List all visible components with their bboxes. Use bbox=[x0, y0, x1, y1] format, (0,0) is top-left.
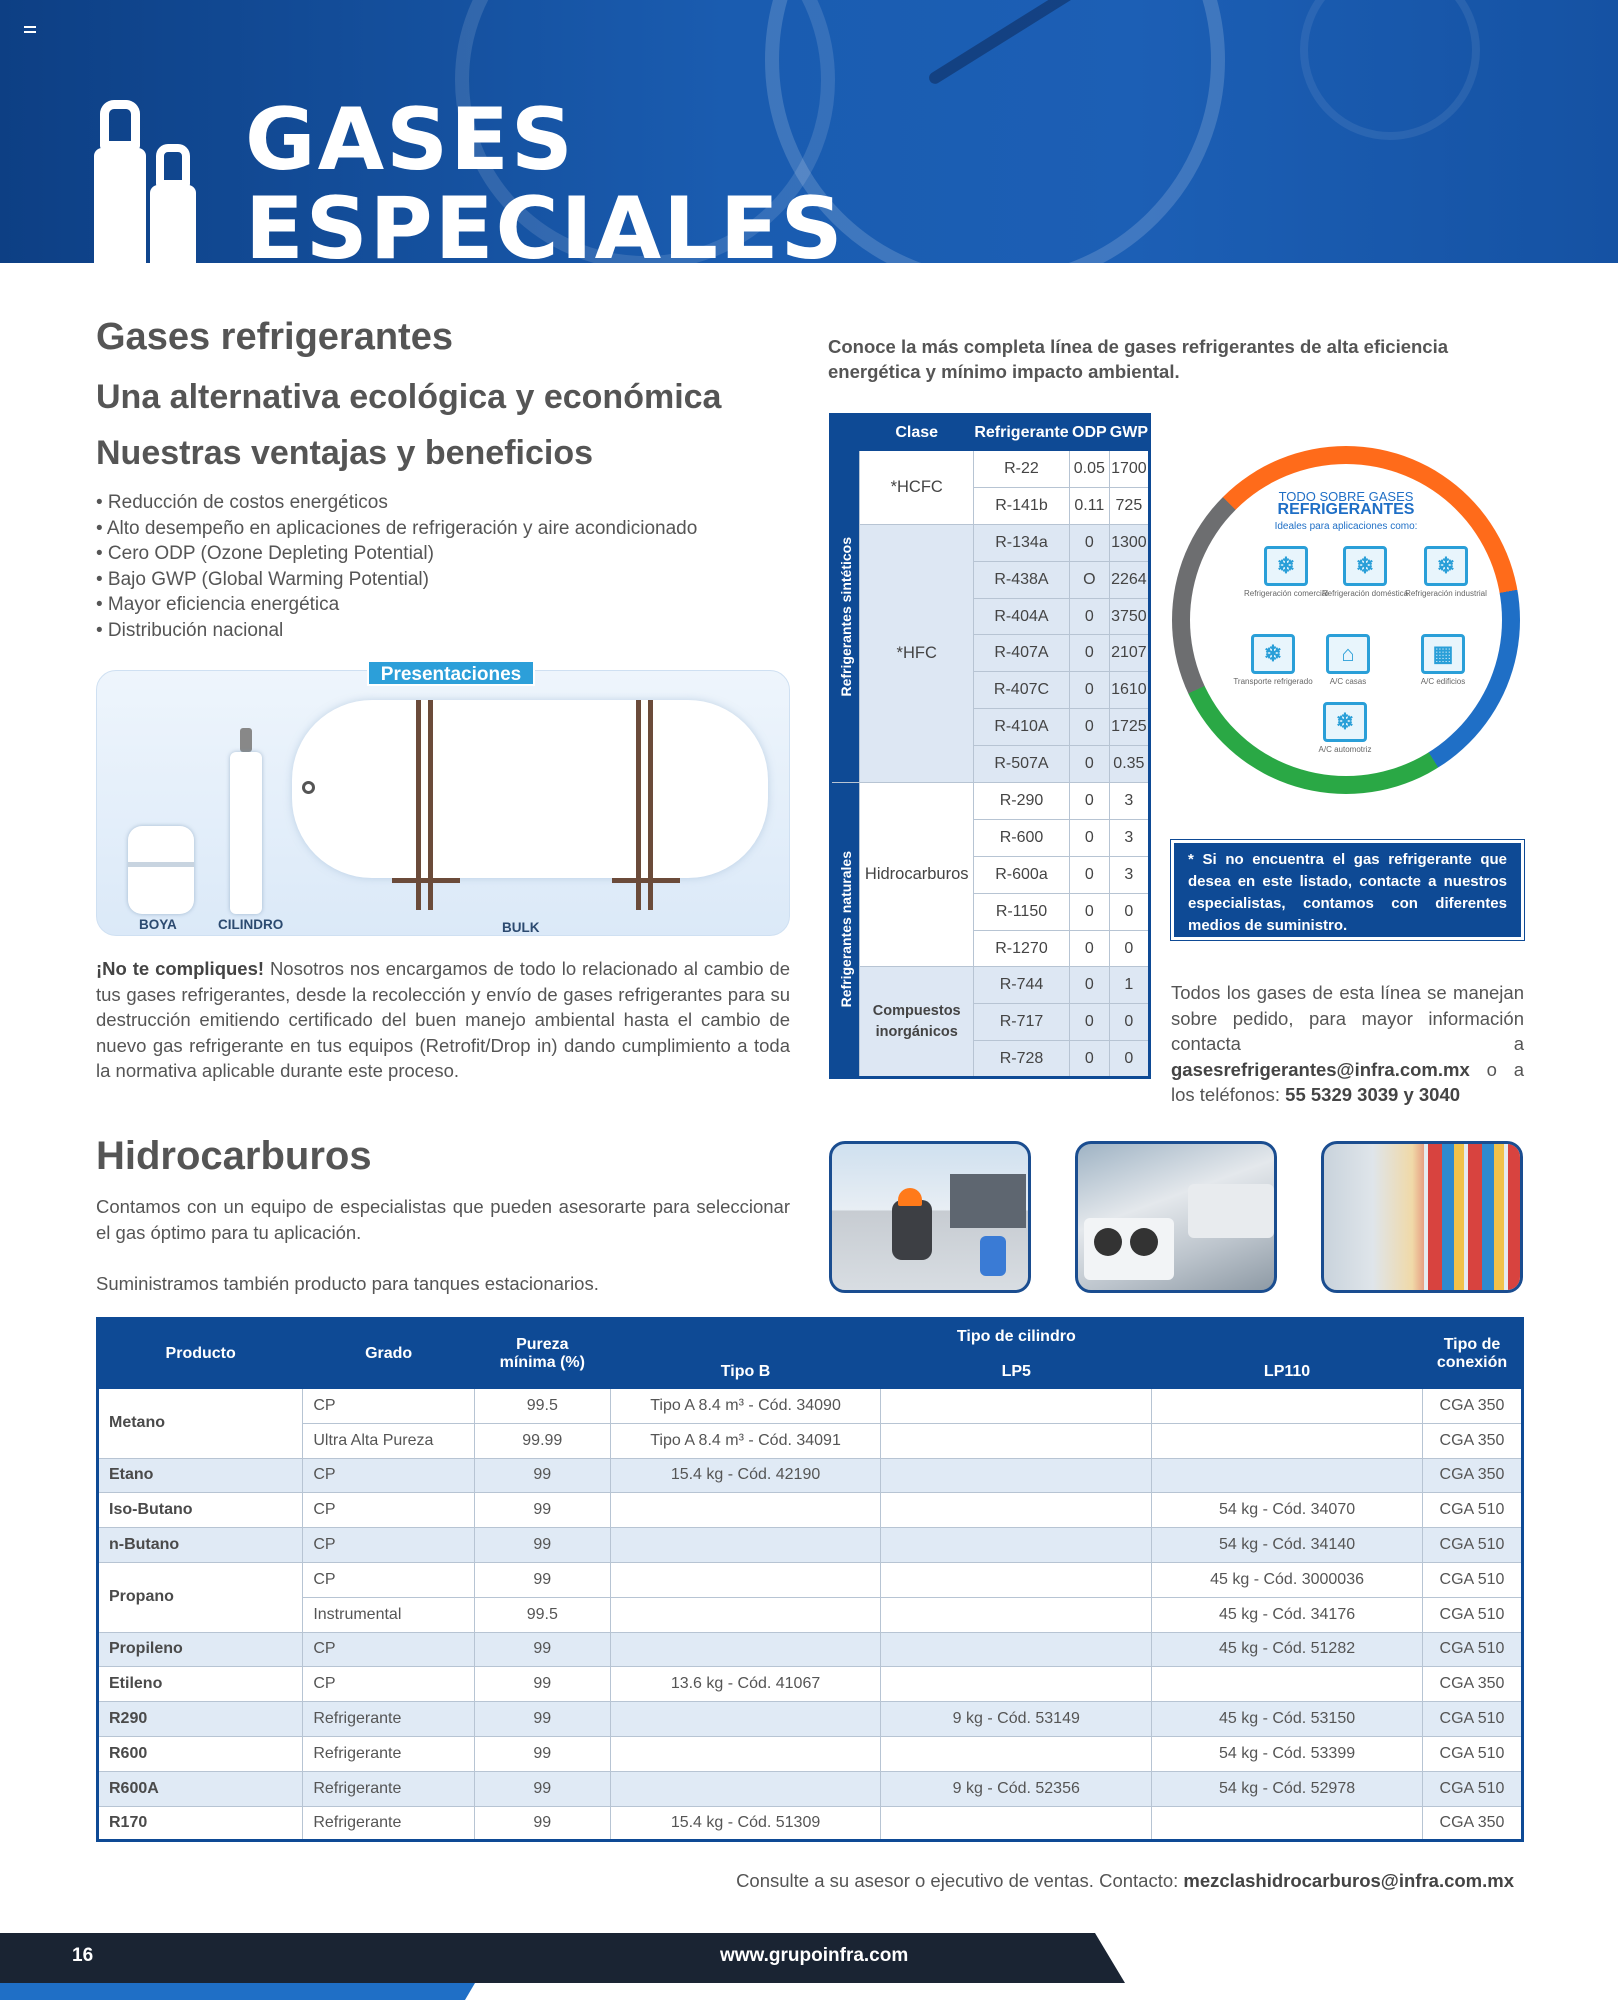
ref-odp-cell: 0 bbox=[1069, 930, 1109, 967]
table-row bbox=[98, 1528, 1523, 1563]
pureza-cell: 99.5 bbox=[474, 1597, 610, 1632]
ref-odp-cell: O bbox=[1069, 561, 1109, 598]
tipo-b-cell bbox=[610, 1597, 881, 1632]
ref-ref-cell: R-141b bbox=[974, 487, 1070, 524]
ac-unit-shape bbox=[950, 1174, 1026, 1228]
conexion-cell: CGA 350 bbox=[1422, 1458, 1522, 1493]
lp5-cell bbox=[881, 1632, 1152, 1667]
table-row bbox=[98, 1702, 1523, 1737]
ref-gwp-cell: 0 bbox=[1109, 893, 1149, 930]
table-row bbox=[98, 1806, 1523, 1841]
fridge-shelves-shape bbox=[1424, 1144, 1523, 1293]
contact-text: Todos los gases de esta línea se manejan sobre pedido, para mayor información contacta a bbox=[1171, 982, 1524, 1055]
ref-odp-cell: 0 bbox=[1069, 783, 1109, 820]
tipo-b-cell bbox=[610, 1736, 881, 1771]
boya-band bbox=[128, 862, 194, 867]
lp110-cell: 54 kg - Cód. 53399 bbox=[1152, 1736, 1423, 1771]
contact-text: o a los teléfonos: bbox=[1171, 1058, 1524, 1106]
truck-icon: ❄ bbox=[1251, 634, 1295, 674]
ref-odp-cell: 0 bbox=[1069, 893, 1109, 930]
lp5-cell bbox=[881, 1458, 1152, 1493]
col-header-refrigerante: Refrigerante bbox=[974, 415, 1070, 451]
ring-title-line2: REFRIGERANTES bbox=[1277, 501, 1415, 518]
table-row bbox=[98, 1562, 1523, 1597]
app-ac-casas bbox=[1303, 634, 1393, 686]
tipo-b-cell bbox=[610, 1702, 881, 1737]
pureza-cell: 99.99 bbox=[474, 1423, 610, 1458]
fan-shape bbox=[1094, 1228, 1122, 1256]
grado-cell: CP bbox=[303, 1562, 475, 1597]
grado-cell: CP bbox=[303, 1632, 475, 1667]
footer-accent bbox=[0, 1983, 1618, 2000]
ref-gwp-cell: 0 bbox=[1109, 1041, 1149, 1078]
product-cell: Iso-Butano bbox=[98, 1493, 303, 1528]
app-label: A/C automotriz bbox=[1318, 745, 1372, 754]
website-link[interactable]: www.grupoinfra.com bbox=[720, 1945, 909, 1966]
menu-icon[interactable] bbox=[24, 26, 36, 33]
benefit-item: • Cero ODP (Ozone Depleting Potential) bbox=[96, 543, 434, 565]
ref-ref-cell: R-728 bbox=[974, 1041, 1070, 1078]
refrigerant-table bbox=[829, 413, 1151, 1079]
product-cell: Etano bbox=[98, 1458, 303, 1493]
ref-class-cell: *HFC bbox=[860, 524, 974, 782]
table-row bbox=[98, 1493, 1523, 1528]
ref-odp-cell: 0 bbox=[1069, 856, 1109, 893]
ref-table-row bbox=[831, 524, 1150, 561]
ring-title-line3: Ideales para aplicaciones como: bbox=[1274, 521, 1418, 532]
col-header-tipo-b: Tipo B bbox=[610, 1355, 881, 1389]
boya-caption: BOYA bbox=[139, 917, 177, 932]
lp110-cell: 54 kg - Cód. 34070 bbox=[1152, 1493, 1423, 1528]
lp110-cell bbox=[1152, 1423, 1423, 1458]
cilindro-caption: CILINDRO bbox=[218, 917, 284, 932]
ref-ref-cell: R-744 bbox=[974, 967, 1070, 1004]
grado-cell: Refrigerante bbox=[303, 1702, 475, 1737]
fridge-commercial-icon: ❄ bbox=[1264, 546, 1308, 586]
lp5-cell bbox=[881, 1736, 1152, 1771]
tipo-b-cell: Tipo A 8.4 m³ - Cód. 34091 bbox=[610, 1423, 881, 1458]
app-label: A/C casas bbox=[1329, 677, 1367, 686]
app-ac-edificios bbox=[1398, 634, 1488, 686]
app-refrigeracion-comercial bbox=[1241, 546, 1331, 598]
ref-class-cell: Hidrocarburos bbox=[860, 783, 974, 967]
app-label: Transporte refrigerado bbox=[1233, 677, 1313, 686]
app-ac-automotriz bbox=[1300, 702, 1390, 754]
product-cell: R600A bbox=[98, 1771, 303, 1806]
pureza-cell: 99 bbox=[474, 1667, 610, 1702]
ref-class-cell: *HCFC bbox=[860, 451, 974, 525]
pressure-gauge-graphic bbox=[1300, 0, 1480, 140]
benefit-item: • Bajo GWP (Global Warming Potential) bbox=[96, 568, 429, 590]
ref-gwp-cell: 1610 bbox=[1109, 672, 1149, 709]
app-label: Refrigeración doméstica bbox=[1321, 589, 1409, 598]
side-label-text: Refrigerantes sintéticos bbox=[837, 536, 854, 697]
table-row bbox=[98, 1736, 1523, 1771]
grado-cell: CP bbox=[303, 1667, 475, 1702]
lp110-cell bbox=[1152, 1806, 1423, 1841]
hidrocarburos-paragraph: Suministramos también producto para tanques estacionarios. bbox=[96, 1273, 599, 1294]
conexion-cell: CGA 510 bbox=[1422, 1736, 1522, 1771]
ref-ref-cell: R-1150 bbox=[974, 893, 1070, 930]
page-title-line2: ESPECIALES bbox=[245, 179, 845, 263]
conexion-cell: CGA 510 bbox=[1422, 1528, 1522, 1563]
conexion-cell: CGA 510 bbox=[1422, 1493, 1522, 1528]
lp110-cell: 45 kg - Cód. 34176 bbox=[1152, 1597, 1423, 1632]
lp5-cell bbox=[881, 1423, 1152, 1458]
grado-cell: CP bbox=[303, 1458, 475, 1493]
table-row bbox=[98, 1389, 1523, 1424]
hydrocarbon-table bbox=[96, 1317, 1524, 1842]
refrigerant-contact-text bbox=[1171, 980, 1524, 1108]
product-cell: R600 bbox=[98, 1736, 303, 1771]
refrigerant-email-link[interactable]: gasesrefrigerantes@infra.com.mx bbox=[1171, 1058, 1470, 1080]
col-header-grado: Grado bbox=[303, 1319, 475, 1389]
lp5-cell bbox=[881, 1493, 1152, 1528]
benefit-item: • Mayor eficiencia energética bbox=[96, 594, 340, 616]
technician-figure bbox=[892, 1200, 932, 1260]
lp110-cell bbox=[1152, 1667, 1423, 1702]
tipo-b-cell: 13.6 kg - Cód. 41067 bbox=[610, 1667, 881, 1702]
pureza-cell: 99 bbox=[474, 1458, 610, 1493]
page-number: 16 bbox=[72, 1945, 94, 1966]
grado-cell: CP bbox=[303, 1493, 475, 1528]
gas-bottle-icon bbox=[156, 144, 190, 188]
table-row bbox=[98, 1423, 1523, 1458]
ref-table-row bbox=[831, 783, 1150, 820]
ref-table-row bbox=[831, 967, 1150, 1004]
lp110-cell: 45 kg - Cód. 3000036 bbox=[1152, 1562, 1423, 1597]
tipo-b-cell: 15.4 kg - Cód. 42190 bbox=[610, 1458, 881, 1493]
ref-odp-cell: 0 bbox=[1069, 967, 1109, 1004]
col-header-lp110: LP110 bbox=[1152, 1355, 1423, 1389]
phone-numbers[interactable]: 55 5329 3039 y 3040 bbox=[1285, 1084, 1461, 1106]
grado-cell: Refrigerante bbox=[303, 1736, 475, 1771]
app-label: A/C edificios bbox=[1420, 677, 1466, 686]
ring-title-line1: TODO SOBRE GASES bbox=[1278, 489, 1414, 504]
conexion-cell: CGA 510 bbox=[1422, 1597, 1522, 1632]
tipo-b-cell: 15.4 kg - Cód. 51309 bbox=[610, 1806, 881, 1841]
pureza-cell: 99 bbox=[474, 1736, 610, 1771]
app-label: Refrigeración industrial bbox=[1405, 589, 1487, 598]
tipo-b-cell bbox=[610, 1562, 881, 1597]
pureza-cell: 99 bbox=[474, 1806, 610, 1841]
ref-gwp-cell: 2264 bbox=[1109, 561, 1149, 598]
conexion-cell: CGA 350 bbox=[1422, 1806, 1522, 1841]
tank-gauge-icon bbox=[302, 781, 315, 794]
ref-ref-cell: R-22 bbox=[974, 451, 1070, 488]
ref-odp-cell: 0.05 bbox=[1069, 451, 1109, 488]
ref-ref-cell: R-600a bbox=[974, 856, 1070, 893]
lp110-cell: 54 kg - Cód. 52978 bbox=[1152, 1771, 1423, 1806]
side-label-sinteticos bbox=[831, 451, 860, 783]
condenser-photo bbox=[1075, 1141, 1277, 1293]
conexion-cell: CGA 350 bbox=[1422, 1423, 1522, 1458]
benefits-list bbox=[96, 490, 697, 644]
supermarket-fridge-photo bbox=[1321, 1141, 1523, 1293]
product-cell: Etileno bbox=[98, 1667, 303, 1702]
col-header-conexion: Tipo de conexión bbox=[1422, 1319, 1522, 1389]
conexion-cell: CGA 510 bbox=[1422, 1702, 1522, 1737]
ref-ref-cell: R-600 bbox=[974, 819, 1070, 856]
tipo-b-cell bbox=[610, 1493, 881, 1528]
building-icon: ▦ bbox=[1421, 634, 1465, 674]
ref-odp-cell: 0 bbox=[1069, 635, 1109, 672]
conexion-cell: CGA 510 bbox=[1422, 1632, 1522, 1667]
lp110-cell: 45 kg - Cód. 51282 bbox=[1152, 1632, 1423, 1667]
ref-odp-cell: 0 bbox=[1069, 598, 1109, 635]
ref-odp-cell: 0 bbox=[1069, 819, 1109, 856]
lp110-cell: 45 kg - Cód. 53150 bbox=[1152, 1702, 1423, 1737]
pureza-cell: 99.5 bbox=[474, 1389, 610, 1424]
lp5-cell bbox=[881, 1562, 1152, 1597]
factory-icon: ❄ bbox=[1424, 546, 1468, 586]
product-cell: n-Butano bbox=[98, 1528, 303, 1563]
ref-odp-cell: 0 bbox=[1069, 524, 1109, 561]
benefit-item: • Distribución nacional bbox=[96, 619, 284, 641]
app-refrigeracion-industrial bbox=[1401, 546, 1491, 598]
col-header-lp5: LP5 bbox=[881, 1355, 1152, 1389]
ref-gwp-cell: 1300 bbox=[1109, 524, 1149, 561]
ref-ref-cell: R-407C bbox=[974, 672, 1070, 709]
no-compliques-text: Nosotros nos encargamos de todo lo relacionado al cambio de tus gases refrigerantes, desde la recolección y envío de gases refrigerantes para su destrucción emitiendo certificado del buen manejo ambiental hasta el cambio de nuevo gas refrigerante en tus equipos (Retrofit/Drop in) dando cumplimiento a toda la normativa aplicable durante este proceso. bbox=[96, 958, 790, 1082]
ref-odp-cell: 0.11 bbox=[1069, 487, 1109, 524]
conexion-cell: CGA 510 bbox=[1422, 1771, 1522, 1806]
lp110-cell: 54 kg - Cód. 34140 bbox=[1152, 1528, 1423, 1563]
table-row bbox=[98, 1667, 1523, 1702]
pureza-cell: 99 bbox=[474, 1771, 610, 1806]
ref-gwp-cell: 0 bbox=[1109, 1004, 1149, 1041]
header-banner bbox=[0, 0, 1618, 263]
tank-foot bbox=[392, 878, 460, 883]
hardhat-shape bbox=[898, 1188, 922, 1206]
page-title-line1: GASES bbox=[245, 90, 575, 190]
ref-table-row bbox=[831, 451, 1150, 488]
bottom-contact-text: Consulte a su asesor o ejecutivo de ventas. Contacto: bbox=[736, 1870, 1184, 1891]
ref-gwp-cell: 3 bbox=[1109, 783, 1149, 820]
bulk-tank-image bbox=[292, 700, 768, 878]
grado-cell: Ultra Alta Pureza bbox=[303, 1423, 475, 1458]
ref-odp-cell: 0 bbox=[1069, 672, 1109, 709]
ref-class-cell: Compuestos inorgánicos bbox=[860, 967, 974, 1078]
table-row bbox=[98, 1632, 1523, 1667]
pureza-cell: 99 bbox=[474, 1632, 610, 1667]
table-corner bbox=[831, 415, 860, 451]
benefit-item: • Reducción de costos energéticos bbox=[96, 492, 388, 513]
col-header-tipo-cilindro: Tipo de cilindro bbox=[610, 1319, 1422, 1355]
product-cell: R170 bbox=[98, 1806, 303, 1841]
section-subtitle: Una alternativa ecológica y económica bbox=[96, 378, 722, 416]
ref-gwp-cell: 0.35 bbox=[1109, 746, 1149, 783]
car-icon: ❄ bbox=[1323, 702, 1367, 742]
house-icon: ⌂ bbox=[1326, 634, 1370, 674]
conexion-cell: CGA 350 bbox=[1422, 1667, 1522, 1702]
app-label: Refrigeración comercial bbox=[1243, 589, 1329, 598]
bottom-contact bbox=[736, 1870, 1514, 1892]
col-header-pureza: Pureza mínima (%) bbox=[474, 1319, 610, 1389]
ref-ref-cell: R-1270 bbox=[974, 930, 1070, 967]
ref-ref-cell: R-717 bbox=[974, 1004, 1070, 1041]
conexion-cell: CGA 350 bbox=[1422, 1389, 1522, 1424]
ref-gwp-cell: 3750 bbox=[1109, 598, 1149, 635]
fan-shape bbox=[1130, 1228, 1158, 1256]
boya-image bbox=[128, 826, 194, 914]
tipo-b-cell bbox=[610, 1771, 881, 1806]
lp5-cell bbox=[881, 1389, 1152, 1424]
ref-gwp-cell: 3 bbox=[1109, 819, 1149, 856]
note-box: * Si no encuentra el gas refrigerante que desea en este listado, contacte a nuestros especialistas, contamos con diferentes medios de suministro. bbox=[1171, 840, 1524, 940]
lp5-cell: 9 kg - Cód. 52356 bbox=[881, 1771, 1152, 1806]
benefit-item: • Alto desempeño en aplicaciones de refrigeración y aire acondicionado bbox=[96, 517, 698, 539]
pureza-cell: 99 bbox=[474, 1528, 610, 1563]
ref-ref-cell: R-404A bbox=[974, 598, 1070, 635]
grado-cell: Instrumental bbox=[303, 1597, 475, 1632]
product-cell: R290 bbox=[98, 1702, 303, 1737]
app-refrigeracion-domestica bbox=[1320, 546, 1410, 598]
section-title-refrigerantes: Gases refrigerantes bbox=[96, 316, 453, 358]
ref-odp-cell: 0 bbox=[1069, 1041, 1109, 1078]
footer-bar bbox=[0, 1933, 1125, 1983]
table-row bbox=[98, 1597, 1523, 1632]
table-row bbox=[98, 1458, 1523, 1493]
col-header-clase: Clase bbox=[860, 415, 974, 451]
gas-bottle-icon bbox=[100, 100, 140, 150]
ref-gwp-cell: 1700 bbox=[1109, 451, 1149, 488]
gas-bottle-icon bbox=[150, 185, 196, 263]
tipo-b-cell bbox=[610, 1528, 881, 1563]
cylinder-valve-icon bbox=[240, 728, 252, 752]
col-header-odp: ODP bbox=[1069, 415, 1109, 451]
grado-cell: CP bbox=[303, 1528, 475, 1563]
ref-ref-cell: R-410A bbox=[974, 709, 1070, 746]
no-compliques-paragraph bbox=[96, 956, 790, 1084]
ref-gwp-cell: 0 bbox=[1109, 930, 1149, 967]
benefits-title: Nuestras ventajas y beneficios bbox=[96, 434, 594, 472]
lp5-cell bbox=[881, 1667, 1152, 1702]
ref-odp-cell: 0 bbox=[1069, 746, 1109, 783]
lp110-cell bbox=[1152, 1389, 1423, 1424]
tipo-b-cell: Tipo A 8.4 m³ - Cód. 34090 bbox=[610, 1389, 881, 1424]
grado-cell: CP bbox=[303, 1389, 475, 1424]
pureza-cell: 99 bbox=[474, 1493, 610, 1528]
cylinder-image bbox=[230, 752, 262, 914]
ref-ref-cell: R-134a bbox=[974, 524, 1070, 561]
ref-gwp-cell: 2107 bbox=[1109, 635, 1149, 672]
tipo-b-cell bbox=[610, 1632, 881, 1667]
ref-odp-cell: 0 bbox=[1069, 709, 1109, 746]
section-title-hidrocarburos: Hidrocarburos bbox=[96, 1134, 372, 1178]
pureza-cell: 99 bbox=[474, 1562, 610, 1597]
hidrocarburos-paragraph: Contamos con un equipo de especialistas que pueden asesorarte para seleccionar el gas óptimo para tu aplicación. bbox=[96, 1196, 790, 1243]
col-header-gwp: GWP bbox=[1109, 415, 1149, 451]
lp5-cell: 9 kg - Cód. 53149 bbox=[881, 1702, 1152, 1737]
pureza-cell: 99 bbox=[474, 1702, 610, 1737]
lp5-cell bbox=[881, 1806, 1152, 1841]
grado-cell: Refrigerante bbox=[303, 1806, 475, 1841]
side-label-text: Refrigerantes naturales bbox=[837, 851, 854, 1008]
intro-text: Conoce la más completa línea de gases refrigerantes de alta eficiencia energética y mínimo impacto ambiental. bbox=[828, 336, 1449, 382]
presentaciones-label: Presentaciones bbox=[367, 660, 535, 686]
technician-photo bbox=[829, 1141, 1031, 1293]
conexion-cell: CGA 510 bbox=[1422, 1562, 1522, 1597]
bulk-caption: BULK bbox=[502, 920, 540, 935]
tank-foot bbox=[612, 878, 680, 883]
ref-odp-cell: 0 bbox=[1069, 1004, 1109, 1041]
side-label-naturales bbox=[831, 783, 860, 1078]
product-cell: Propileno bbox=[98, 1632, 303, 1667]
hydrocarbon-email-link[interactable]: mezclashidrocarburos@infra.com.mx bbox=[1183, 1870, 1514, 1891]
ref-ref-cell: R-290 bbox=[974, 783, 1070, 820]
ref-gwp-cell: 725 bbox=[1109, 487, 1149, 524]
fridge-home-icon: ❄ bbox=[1343, 546, 1387, 586]
product-cell: Metano bbox=[98, 1389, 303, 1459]
condenser-unit-shape bbox=[1188, 1184, 1274, 1238]
no-compliques-lead: ¡No te compliques! bbox=[96, 958, 265, 979]
ref-gwp-cell: 1725 bbox=[1109, 709, 1149, 746]
grado-cell: Refrigerante bbox=[303, 1771, 475, 1806]
ref-ref-cell: R-407A bbox=[974, 635, 1070, 672]
lp5-cell bbox=[881, 1597, 1152, 1632]
ref-gwp-cell: 1 bbox=[1109, 967, 1149, 1004]
lp5-cell bbox=[881, 1528, 1152, 1563]
gas-cylinder-shape bbox=[980, 1236, 1006, 1276]
ref-gwp-cell: 3 bbox=[1109, 856, 1149, 893]
gas-bottle-icon bbox=[94, 148, 146, 263]
ref-ref-cell: R-438A bbox=[974, 561, 1070, 598]
table-row bbox=[98, 1771, 1523, 1806]
col-header-producto: Producto bbox=[98, 1319, 303, 1389]
ref-ref-cell: R-507A bbox=[974, 746, 1070, 783]
lp110-cell bbox=[1152, 1458, 1423, 1493]
product-cell: Propano bbox=[98, 1562, 303, 1632]
